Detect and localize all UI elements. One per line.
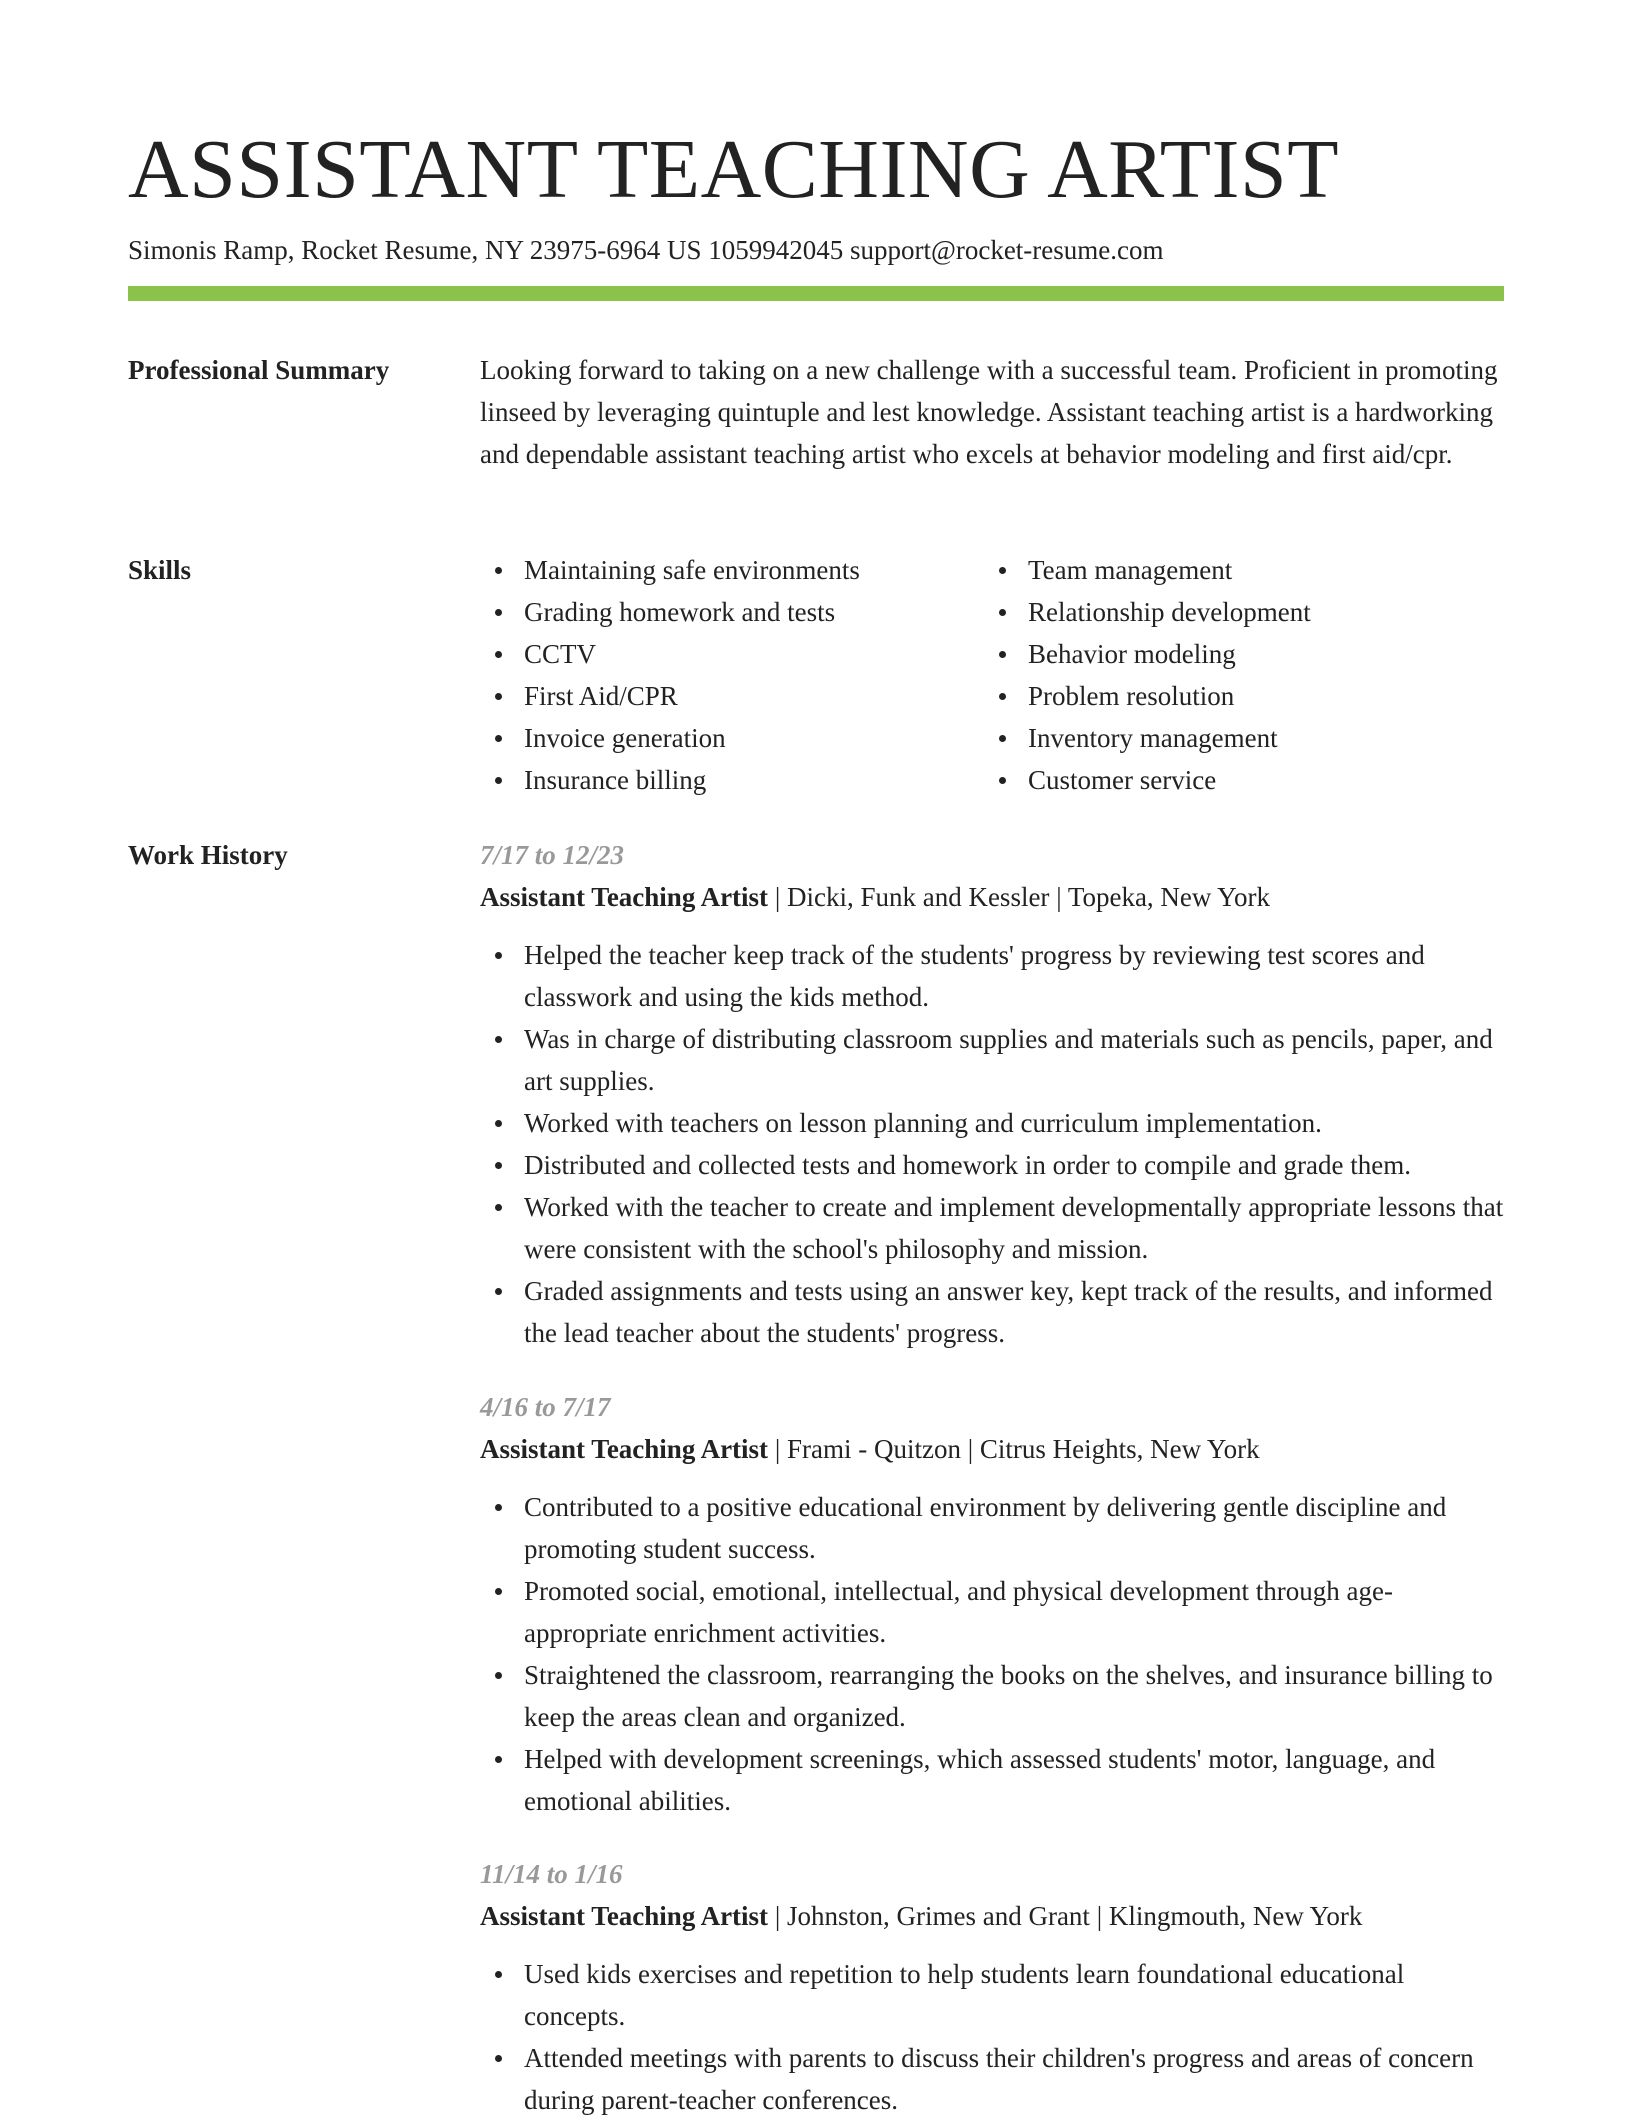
skills-section [480,549,1504,801]
skill-item: CCTV [480,633,984,675]
skill-item: Customer service [984,759,1504,801]
job-bullet: Promoted social, emotional, intellectual, and physical development through age-appropriate enrichment activities. [480,1570,1504,1654]
job-title: Assistant Teaching Artist [480,1901,769,1931]
skill-item: Behavior modeling [984,633,1504,675]
skill-item: Maintaining safe environments [480,549,984,591]
job-entry [480,1386,1504,1822]
job-heading [480,1428,1504,1470]
skill-item: Inventory management [984,717,1504,759]
job-bullet: Was in charge of distributing classroom supplies and materials such as pencils, paper, and art supplies. [480,1018,1504,1102]
skill-item: Grading homework and tests [480,591,984,633]
job-company: Johnston, Grimes and Grant [786,1901,1090,1931]
job-dates: 7/17 to 12/23 [480,840,625,870]
work-history-label: Work History [128,840,288,870]
job-bullets [480,1486,1504,1822]
separator: | [768,1901,787,1931]
contact-info: Simonis Ramp, Rocket Resume, NY 23975-6964 US 1059942045 support@rocket-resume.com [128,235,1164,265]
accent-divider [128,286,1504,301]
job-bullets [480,934,1504,1354]
job-bullet: Straightened the classroom, rearranging the books on the shelves, and insurance billing to keep the areas clean and organized. [480,1654,1504,1738]
job-heading [480,876,1504,918]
job-entry [480,834,1504,1354]
job-heading [480,1895,1504,1937]
job-bullet: Used kids exercises and repetition to help students learn foundational educational concepts. [480,1953,1504,2037]
summary-text: Looking forward to taking on a new challenge with a successful team. Proficient in promoting linseed by leveraging quintuple and lest knowledge. Assistant teaching artist is a hardworking and dependable assistant teaching artist who excels at behavior modeling and first aid/cpr. [480,355,1498,469]
job-bullet: Helped the teacher keep track of the students' progress by reviewing test scores and classwork and using the kids method. [480,934,1504,1018]
skill-item: Invoice generation [480,717,984,759]
job-location: Citrus Heights, New York [979,1434,1260,1464]
separator: | [1089,1901,1109,1931]
job-company: Dicki, Funk and Kessler [786,882,1050,912]
job-dates: 4/16 to 7/17 [480,1392,611,1422]
job-location: Topeka, New York [1067,882,1270,912]
job-bullet: Attended meetings with parents to discuss their children's progress and areas of concern during parent-teacher conferences. [480,2037,1504,2121]
separator: | [768,1434,787,1464]
separator: | [960,1434,980,1464]
skills-column-2 [984,549,1504,801]
job-location: Klingmouth, New York [1108,1901,1363,1931]
summary-label: Professional Summary [128,355,390,385]
skill-item: Problem resolution [984,675,1504,717]
job-bullet: Worked with teachers on lesson planning and curriculum implementation. [480,1102,1504,1144]
summary-section [480,349,1504,475]
job-title: Assistant Teaching Artist [480,1434,769,1464]
skill-item: Team management [984,549,1504,591]
skill-item: Relationship development [984,591,1504,633]
separator: | [1049,882,1068,912]
resume-title: ASSISTANT TEACHING ARTIST [128,123,1340,216]
skill-item: First Aid/CPR [480,675,984,717]
job-bullet: Worked with the teacher to create and implement developmentally appropriate lessons that were consistent with the school's philosophy and mission. [480,1186,1504,1270]
job-entry [480,1853,1504,2121]
skills-label: Skills [128,555,192,585]
job-bullet: Helped with development screenings, which assessed students' motor, language, and emotional abilities. [480,1738,1504,1822]
job-bullets [480,1953,1504,2121]
job-bullet: Contributed to a positive educational environment by delivering gentle discipline and promoting student success. [480,1486,1504,1570]
job-bullet: Distributed and collected tests and homework in order to compile and grade them. [480,1144,1504,1186]
job-title: Assistant Teaching Artist [480,882,769,912]
skills-column-1 [480,549,984,801]
job-bullet: Graded assignments and tests using an answer key, kept track of the results, and informed the lead teacher about the students' progress. [480,1270,1504,1354]
separator: | [768,882,787,912]
job-dates: 11/14 to 1/16 [480,1859,623,1889]
job-company: Frami - Quitzon [786,1434,961,1464]
skill-item: Insurance billing [480,759,984,801]
